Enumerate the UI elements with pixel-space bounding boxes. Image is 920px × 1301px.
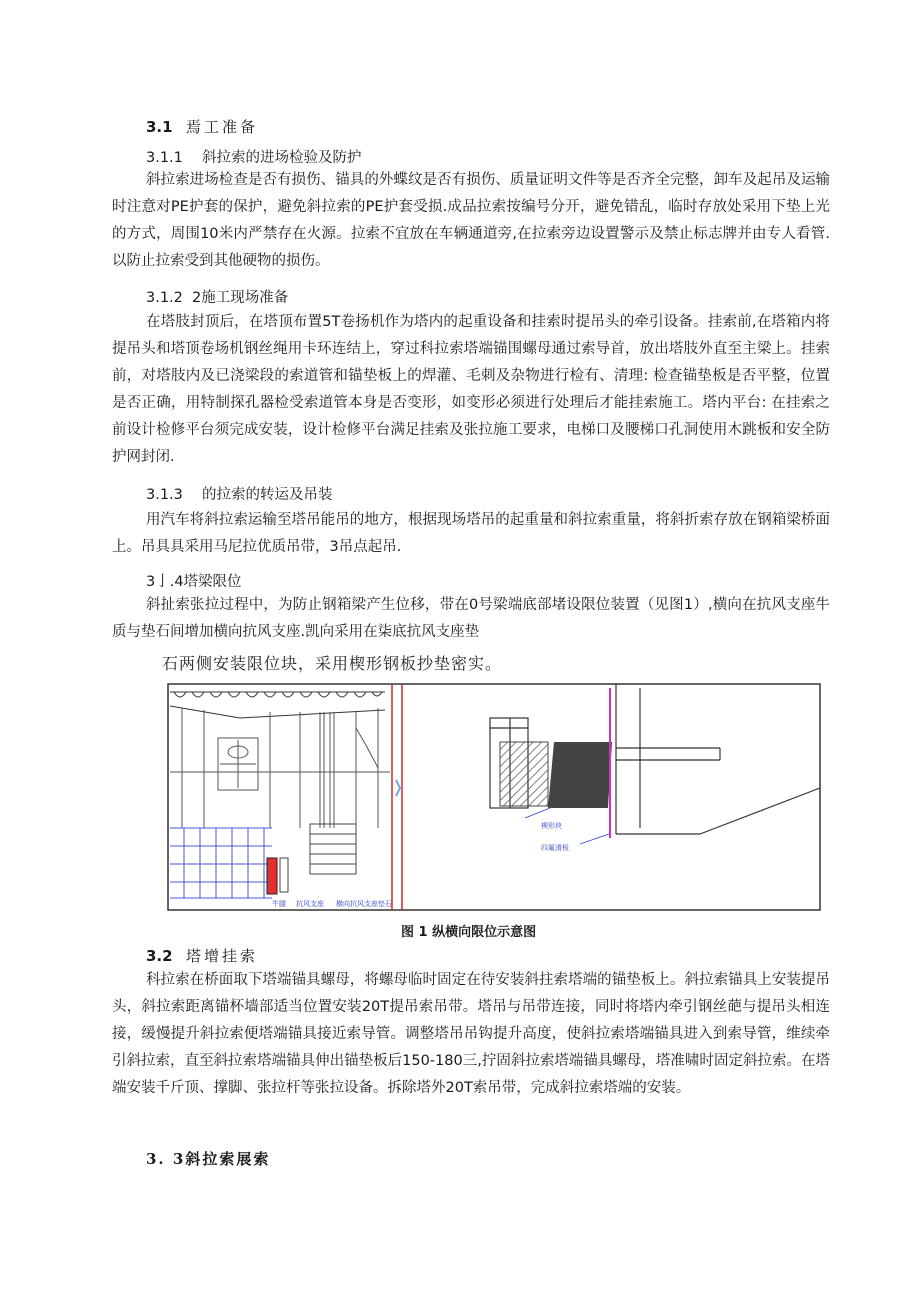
paragraph-3-1-1: 斜拉索进场检查是否有损伤、锚具的外蝶纹是否有损伤、质量证明文件等是否齐全完整，卸车及起吊及运输时注意对PE护套的保护，避免斜拉索的PE护套受损.成品拉索按编号分开，避免错乱，临时存放处采用下垫上光的方式，周围10米内严禁存在火源。拉索不宜放在车辆通道旁,在拉索旁边设置警示及禁止标志牌并由专人看管.以防止拉索受到其他硬物的损伤。	[112, 172, 830, 269]
paragraph-3-1-2: 在塔肢封顶后，在塔顶布置5T卷扬机作为塔内的起重设备和挂索时提吊头的牵引设备。挂索前,在塔箱内将提吊头和塔顶卷场机钢丝绳用卡环连结上，穿过科拉索塔端锚围螺母通过索导首，放出塔肢外直至主梁上。挂索前，对塔肢内及已浇梁段的索道管和锚垫板上的焊灌、毛刺及杂物进行检有、清理: 检查锚垫板是否平整，位置是否正确，用特制探孔器检受索道管本身是否变形，如变形必须进行处理后才能挂索施工。塔内平台: 在挂索之前设计检修平台须完成安装，设计检修平台满足挂索及张拉施工要求，电梯口及腰梯口孔洞使用木跳板和安全防护网封闭.	[112, 314, 831, 465]
girder-bottom-grid	[170, 828, 272, 898]
girder-body	[170, 708, 390, 828]
section-heading-3-2: 3.2 塔增挂索	[146, 947, 259, 965]
section-heading-3-1: 3.1 焉工准备	[146, 118, 259, 136]
wedge-block	[548, 742, 612, 808]
break-marker	[396, 780, 400, 796]
label-niutui: 牛腿	[272, 900, 286, 908]
subsection-heading-3-1-1: 3.1.1 斜拉索的进场检验及防护	[146, 150, 362, 166]
girder-top-flange	[170, 692, 385, 718]
stair-block	[310, 824, 356, 874]
section-heading-3-3: 3. 3斜拉索展索	[146, 1150, 271, 1168]
label-plate: 四氟滑板	[541, 844, 569, 852]
leader-wedge	[525, 808, 550, 818]
abutment	[616, 684, 820, 834]
label-wedge: 楔形块	[541, 822, 562, 830]
wind-bearing-block	[267, 858, 277, 894]
concrete-block	[500, 742, 548, 806]
subsection-heading-3-1-2: 3.1.2 2施工现场准备	[146, 290, 289, 306]
label-lateral-bearing: 横向抗风支座垫石	[336, 900, 392, 908]
label-bearing: 抗风支座	[296, 900, 324, 908]
leader-plate	[580, 834, 609, 844]
figure-top-text: 石两侧安装限位块，采用楔形钢板抄垫密实。	[162, 654, 503, 673]
paragraph-3-1-3: 用汽车将斜拉索运输至塔吊能吊的地方，根据现场塔吊的起重量和斜拉索重量，将斜折索存放在钢箱梁桥面上。吊具具采用马尼拉优质吊带，3吊点起吊.	[112, 512, 830, 555]
paragraph-3-2: 科拉索在桥面取下塔端锚具螺母，将螺母临时固定在待安装斜拄索塔端的锚垫板上。斜拉索锚具上安装提吊头，斜拉索距离锚杯墙部适当位置安装20T提吊索吊带。塔吊与吊带连接，同时将塔内牵引钢丝葩与提吊头相连接，缓慢提升斜拉索便塔端锚具接近索导管。调整塔吊吊钩提升高度，使斜拉索塔端锚具进入到索导管，维续牵引斜拉索，直至斜拉索塔端锚具伸出锚垫板后150-180三,拧固斜拉索塔端锚具螺母，塔准啸时固定斜拉索。在塔端安装千斤顶、撑脚、张拉杆等张拉设备。拆除塔外20T索吊带，完成斜拉索塔端的安装。	[112, 972, 830, 1096]
bearing-pad	[280, 858, 288, 892]
figure-1-diagram	[160, 648, 830, 916]
paragraph-3-1-4: 斜扯索张拉过程中，为防止钢箱梁产生位移，带在0号梁端底部堵设限位装置（见图1）,横向在抗风支座牛质与垫石间增加横向抗风支座.凯向采用在柒底抗风支座垫	[112, 597, 830, 640]
figure-caption: 图 1 纵横向限位示意图	[401, 925, 537, 940]
subsection-heading-3-1-4: 3亅.4塔梁限位	[146, 574, 242, 590]
subsection-heading-3-1-3: 3.1.3 的拉索的转运及吊装	[146, 487, 333, 503]
